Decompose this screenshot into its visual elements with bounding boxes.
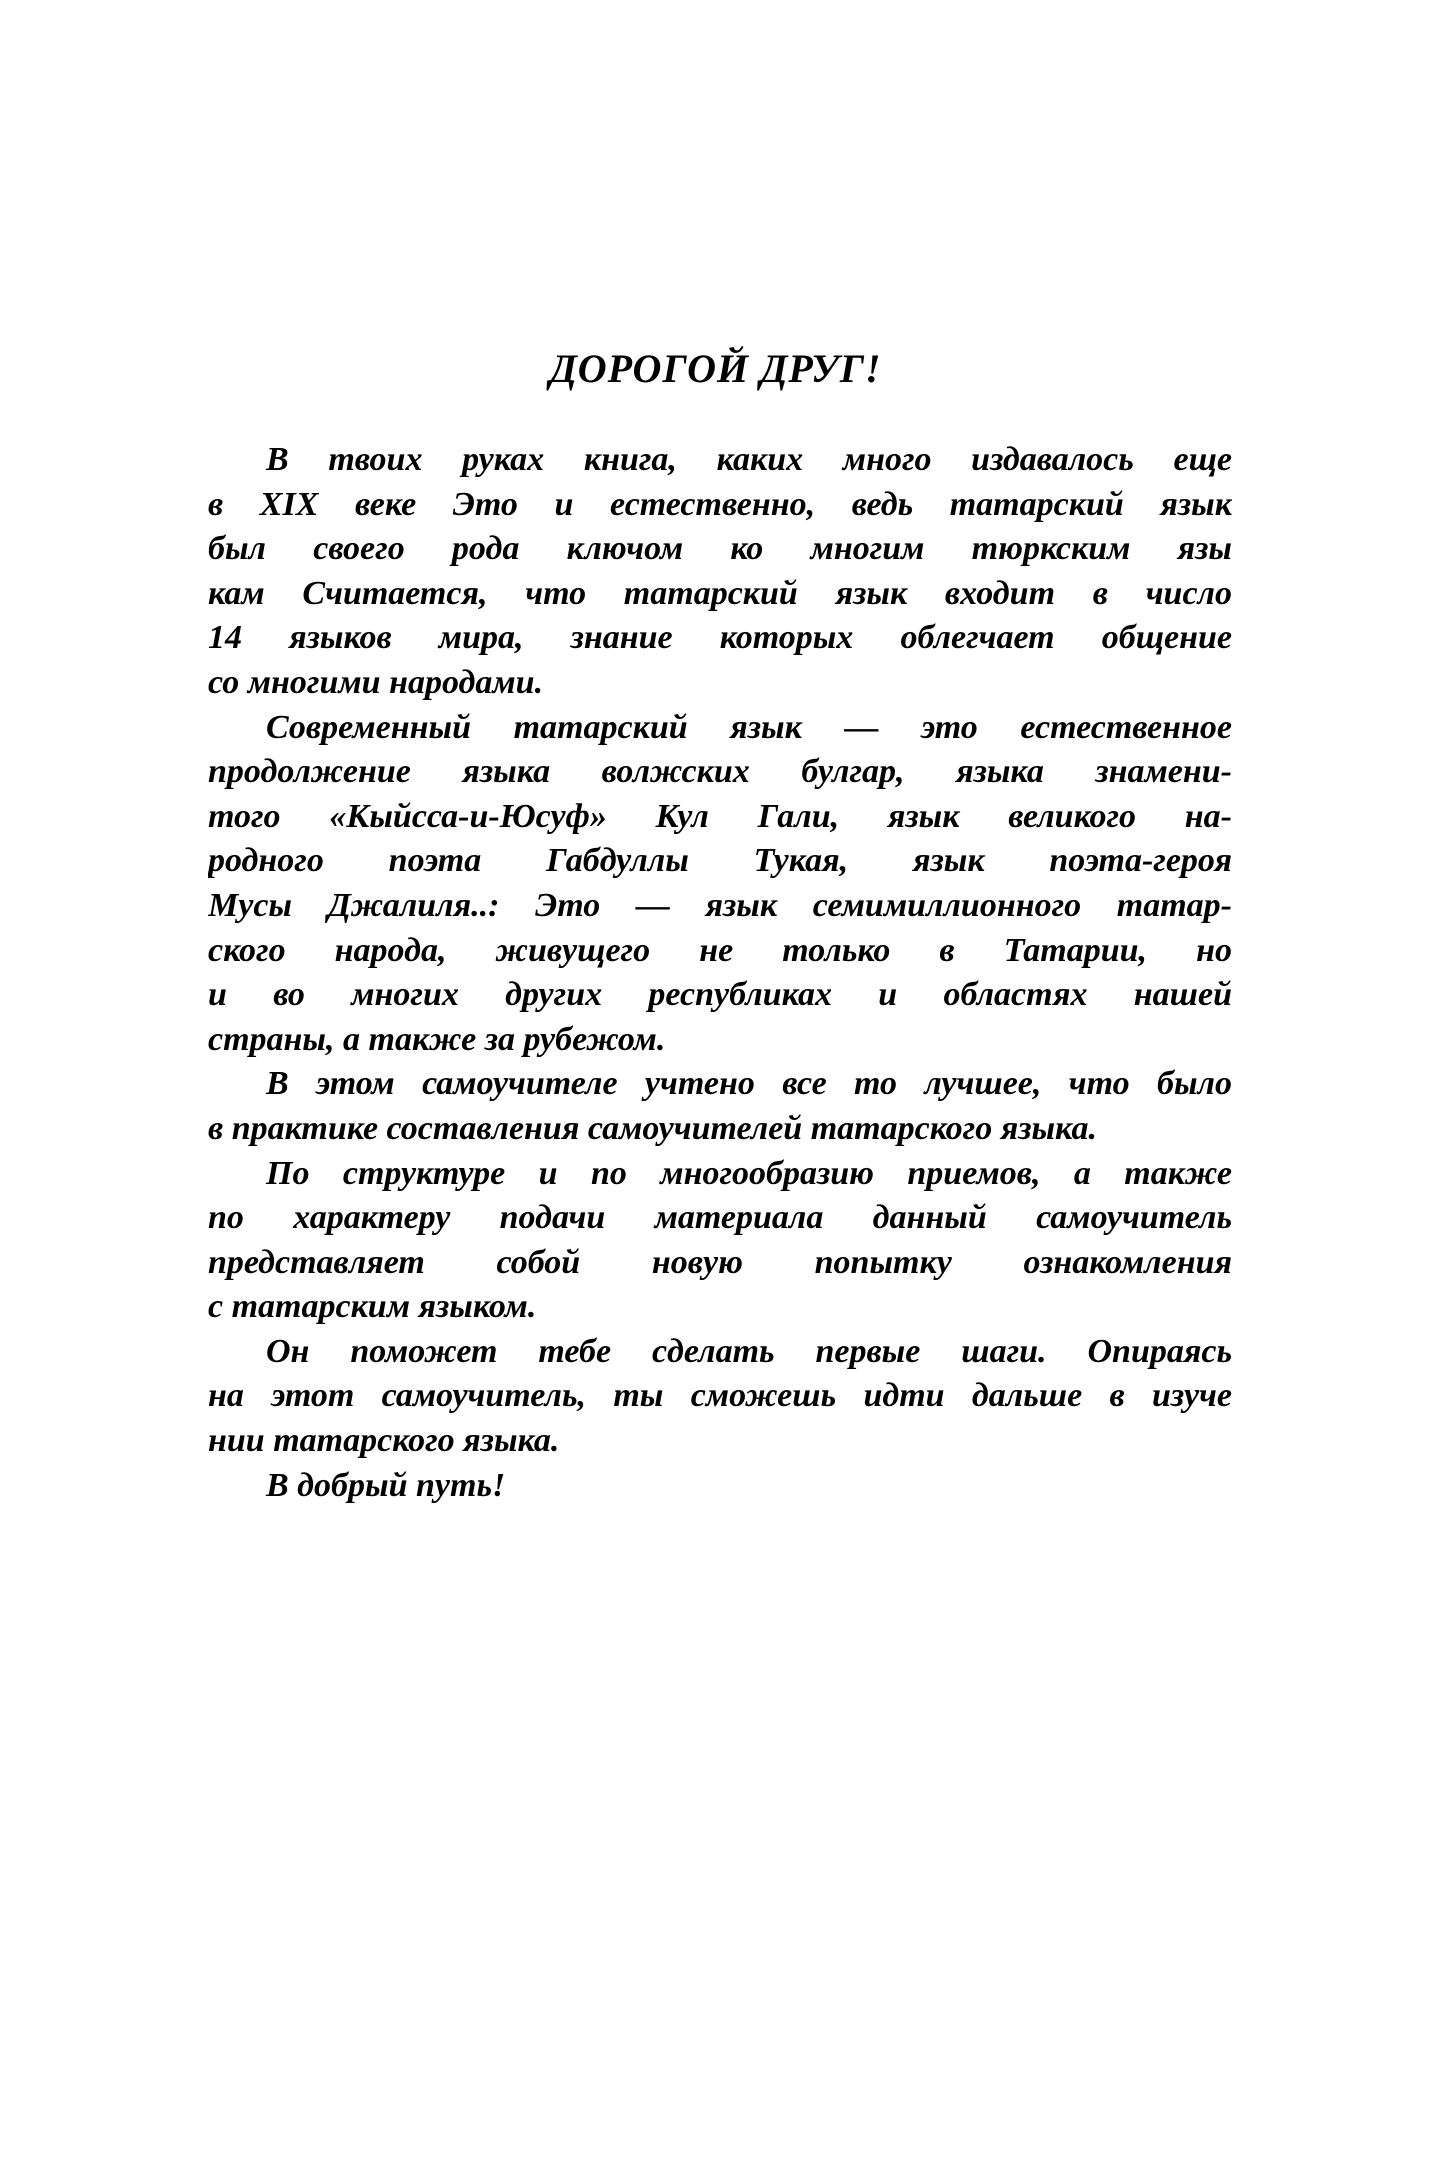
text-line: ского народа, живущего не только в Татарии, но: [208, 931, 1232, 969]
text-line: с татарским языком.: [208, 1288, 537, 1326]
text-line: Он поможет тебе сделать первые шаги. Опираясь: [266, 1332, 1232, 1370]
text-line: кам Считается, что татарский язык входит в число: [208, 574, 1232, 612]
letter-body: [208, 438, 1232, 1508]
page-title: ДОРОГОЙ ДРУГ!: [549, 346, 882, 391]
text-line: родного поэта Габдуллы Тукая, язык поэта-героя: [208, 842, 1232, 880]
text-line: Современный татарский язык — это естественное: [266, 708, 1232, 746]
text-line: страны, а также за рубежом.: [208, 1020, 666, 1058]
closing-line: В добрый путь!: [266, 1466, 506, 1504]
text-line: В твоих руках книга, каких много издавалось еще: [266, 441, 1232, 478]
text-line: нии татарского языка.: [208, 1422, 560, 1460]
text-line: В этом самоучителе учтено все то лучшее, что было: [266, 1065, 1232, 1103]
text-line: продолжение языка волжских булгар, языка знамени-: [208, 753, 1232, 791]
text-line: представляет собой новую попытку ознакомления: [208, 1243, 1232, 1281]
text-line: был своего рода ключом ко многим тюркским язы: [208, 530, 1232, 568]
text-line: в практике составления самоучителей татарского языка.: [208, 1109, 1097, 1147]
text-line: по характеру подачи материала данный самоучитель: [208, 1199, 1232, 1237]
text-line: того «Кыйсса-и-Юсуф» Кул Гали, язык великого на-: [208, 797, 1232, 835]
text-line: Мусы Джалиля..: Это — язык семимиллионного татар-: [208, 886, 1232, 924]
text-line: и во многих других республиках и областях нашей: [208, 976, 1232, 1014]
text-line: на этот самоучитель, ты сможешь идти дальше в изуче: [208, 1377, 1232, 1415]
text-line: со многими народами.: [208, 663, 544, 701]
text-line: По структуре и по многообразию приемов, а также: [266, 1154, 1232, 1192]
text-line: в XIX веке Это и естественно, ведь татарский язык: [208, 485, 1232, 523]
text-line: 14 языков мира, знание которых облегчает общение: [208, 619, 1232, 657]
